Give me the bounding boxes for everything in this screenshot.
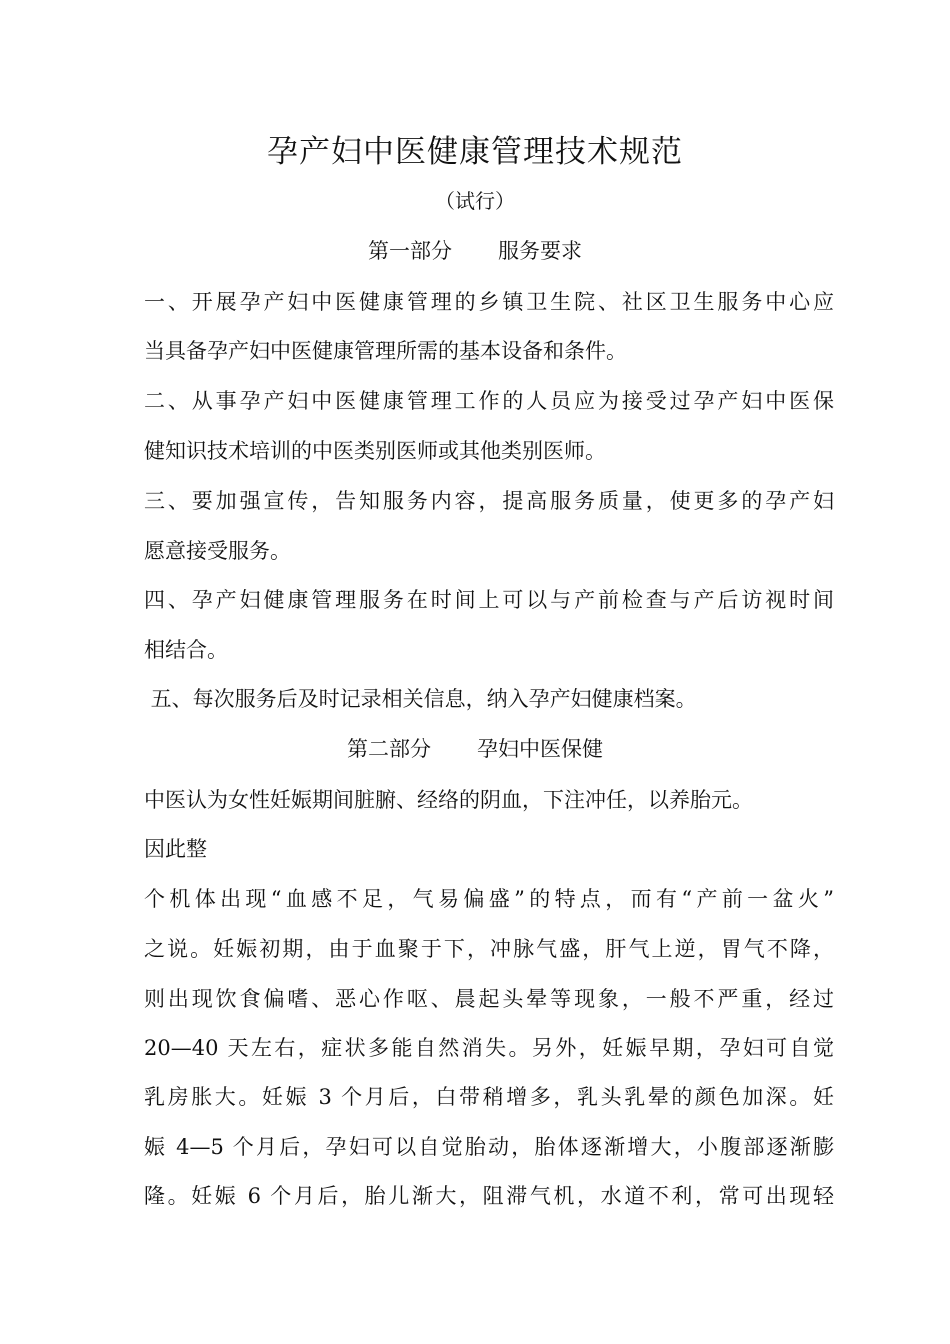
- part1-line: 三、要加强宣传，告知服务内容，提高服务质量，使更多的孕产妇: [144, 489, 834, 513]
- section-heading-part2: [0, 734, 950, 764]
- part2-line: 20—40 天左右，症状多能自然消失。另外，妊娠早期，孕妇可自觉: [144, 1036, 834, 1060]
- part2-label: 第二部分: [347, 737, 431, 761]
- part2-line: 乳房胀大。妊娠 3 个月后，白带稍增多，乳头乳晕的颜色加深。妊: [144, 1085, 834, 1109]
- part2-name: 孕妇中医保健: [477, 737, 603, 761]
- part1-name: 服务要求: [498, 239, 582, 263]
- document-subtitle: （试行）: [435, 189, 515, 213]
- part1-line: 愿意接受服务。: [144, 539, 291, 563]
- part1-line: 四、孕产妇健康管理服务在时间上可以与产前检查与产后访视时间: [144, 588, 834, 612]
- part2-line: 则出现饮食偏嗜、恶心作呕、晨起头晕等现象，一般不严重，经过: [144, 987, 834, 1011]
- part1-line: 当具备孕产妇中医健康管理所需的基本设备和条件。: [144, 339, 627, 363]
- section-heading-part1: [0, 236, 950, 266]
- part2-line: 因此整: [144, 837, 207, 861]
- part1-line: 二、从事孕产妇中医健康管理工作的人员应为接受过孕产妇中医保: [144, 389, 834, 413]
- part2-line: 娠 4—5 个月后，孕妇可以自觉胎动，胎体逐渐增大，小腹部逐渐膨: [144, 1135, 834, 1159]
- part2-line: 中医认为女性妊娠期间脏腑、经络的阴血，下注冲任，以养胎元。: [144, 788, 753, 812]
- part2-line: 之说。妊娠初期，由于血聚于下，冲脉气盛，肝气上逆，胃气不降，: [144, 937, 834, 961]
- part1-line: 五、每次服务后及时记录相关信息，纳入孕产妇健康档案。: [144, 687, 697, 711]
- part2-line: 隆。妊娠 6 个月后，胎儿渐大，阻滞气机，水道不利，常可出现轻: [144, 1184, 834, 1208]
- part1-line: 一、开展孕产妇中医健康管理的乡镇卫生院、社区卫生服务中心应: [144, 290, 834, 314]
- part1-line: 相结合。: [144, 638, 228, 662]
- part2-line: 个机体出现“血感不足，气易偏盛”的特点，而有“产前一盆火”: [144, 887, 834, 911]
- part1-line: 健知识技术培训的中医类别医师或其他类别医师。: [144, 439, 606, 463]
- part1-label: 第一部分: [368, 239, 452, 263]
- document-title: 孕产妇中医健康管理技术规范: [267, 134, 683, 170]
